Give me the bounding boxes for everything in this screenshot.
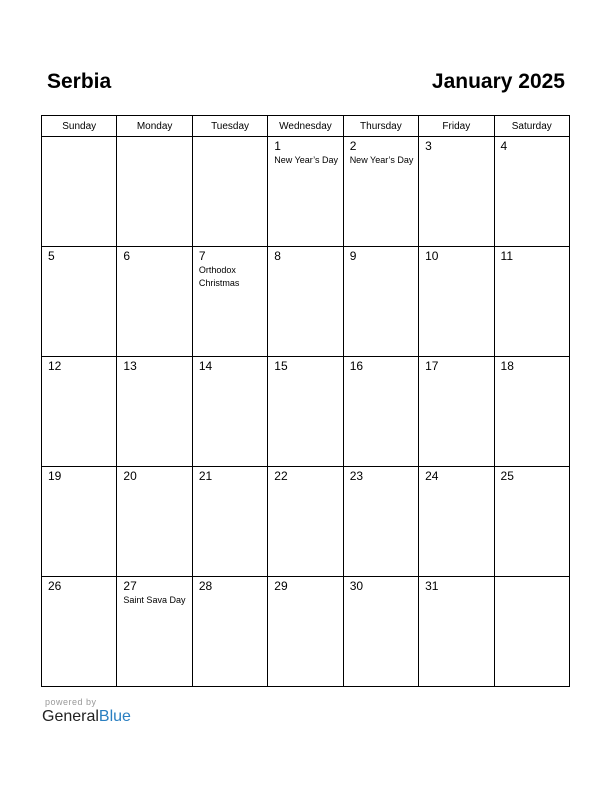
holiday-label: Orthodox Christmas <box>198 265 240 288</box>
day-cell <box>494 467 569 577</box>
day-cell <box>343 357 418 467</box>
day-number <box>42 137 116 140</box>
day-cell <box>192 247 267 357</box>
day-number: 19 <box>48 469 62 483</box>
brand-footer <box>42 697 131 726</box>
day-cell <box>494 247 569 357</box>
weekday-header: Tuesday <box>192 116 267 137</box>
week-row <box>42 247 570 357</box>
day-number: 17 <box>425 359 439 373</box>
day-number: 14 <box>198 359 213 373</box>
day-number: 16 <box>349 359 364 373</box>
day-cell <box>42 357 117 467</box>
day-number: 15 <box>274 359 288 373</box>
day-cell <box>268 577 343 687</box>
weekday-header: Monday <box>117 116 192 137</box>
month-year-title: January 2025 <box>431 70 565 93</box>
generalblue-logo <box>42 708 131 726</box>
day-number: 3 <box>425 139 432 153</box>
day-cell <box>117 137 192 247</box>
day-cell <box>419 137 494 247</box>
day-cell <box>343 137 418 247</box>
weekday-header: Thursday <box>343 116 418 137</box>
weekday-header: Sunday <box>42 116 117 137</box>
day-number: 24 <box>425 469 439 483</box>
day-cell <box>192 577 267 687</box>
day-number <box>495 577 569 580</box>
day-number: 21 <box>198 469 213 483</box>
calendar-grid <box>41 115 570 687</box>
day-cell <box>494 137 569 247</box>
day-number: 28 <box>198 579 213 593</box>
holiday-label: Saint Sava Day <box>123 595 186 605</box>
holiday-label: New Year’s Day <box>349 155 414 165</box>
day-number: 13 <box>123 359 137 373</box>
day-cell <box>192 357 267 467</box>
powered-by-label: powered by <box>45 697 97 707</box>
day-cell <box>42 467 117 577</box>
day-number: 6 <box>123 249 131 263</box>
day-cell <box>117 577 192 687</box>
day-number: 9 <box>349 249 357 263</box>
country-title: Serbia <box>47 70 112 93</box>
week-row <box>42 577 570 687</box>
day-number: 26 <box>48 579 62 593</box>
day-cell <box>42 247 117 357</box>
day-cell <box>419 467 494 577</box>
day-number: 22 <box>274 469 288 483</box>
day-number: 1 <box>274 139 281 153</box>
day-cell <box>268 247 343 357</box>
week-row <box>42 137 570 247</box>
day-cell <box>343 467 418 577</box>
week-row <box>42 467 570 577</box>
day-number: 7 <box>198 249 206 263</box>
day-cell <box>192 137 267 247</box>
logo-blue-text: Blue <box>98 708 131 725</box>
day-number: 29 <box>274 579 288 593</box>
day-number: 11 <box>500 249 513 263</box>
day-cell <box>494 357 569 467</box>
day-number: 5 <box>48 249 55 263</box>
day-number: 4 <box>500 139 508 153</box>
day-number: 23 <box>349 469 364 483</box>
logo-general-text: General <box>42 708 99 725</box>
day-number: 10 <box>425 249 439 263</box>
day-number <box>193 137 267 140</box>
weekday-header-row <box>42 116 570 137</box>
day-number <box>117 137 191 140</box>
day-cell <box>419 577 494 687</box>
day-cell <box>117 467 192 577</box>
day-cell <box>117 247 192 357</box>
day-cell <box>343 247 418 357</box>
day-number: 25 <box>500 469 514 483</box>
day-cell <box>494 577 569 687</box>
day-number: 2 <box>349 139 357 153</box>
weekday-header: Friday <box>419 116 494 137</box>
day-cell <box>192 467 267 577</box>
holiday-label: New Year’s Day <box>274 155 338 165</box>
day-number: 12 <box>48 359 62 373</box>
day-number: 18 <box>500 359 514 373</box>
day-cell <box>117 357 192 467</box>
weekday-header: Saturday <box>494 116 569 137</box>
day-number: 31 <box>425 579 439 593</box>
day-cell <box>268 137 343 247</box>
week-row <box>42 357 570 467</box>
day-cell <box>419 247 494 357</box>
day-number: 8 <box>274 249 281 263</box>
weekday-header: Wednesday <box>268 116 343 137</box>
day-cell <box>419 357 494 467</box>
day-cell <box>268 357 343 467</box>
day-number: 27 <box>123 579 137 593</box>
day-cell <box>42 137 117 247</box>
day-cell <box>268 467 343 577</box>
day-cell <box>343 577 418 687</box>
day-number: 20 <box>123 469 137 483</box>
day-cell <box>42 577 117 687</box>
day-number: 30 <box>349 579 364 593</box>
